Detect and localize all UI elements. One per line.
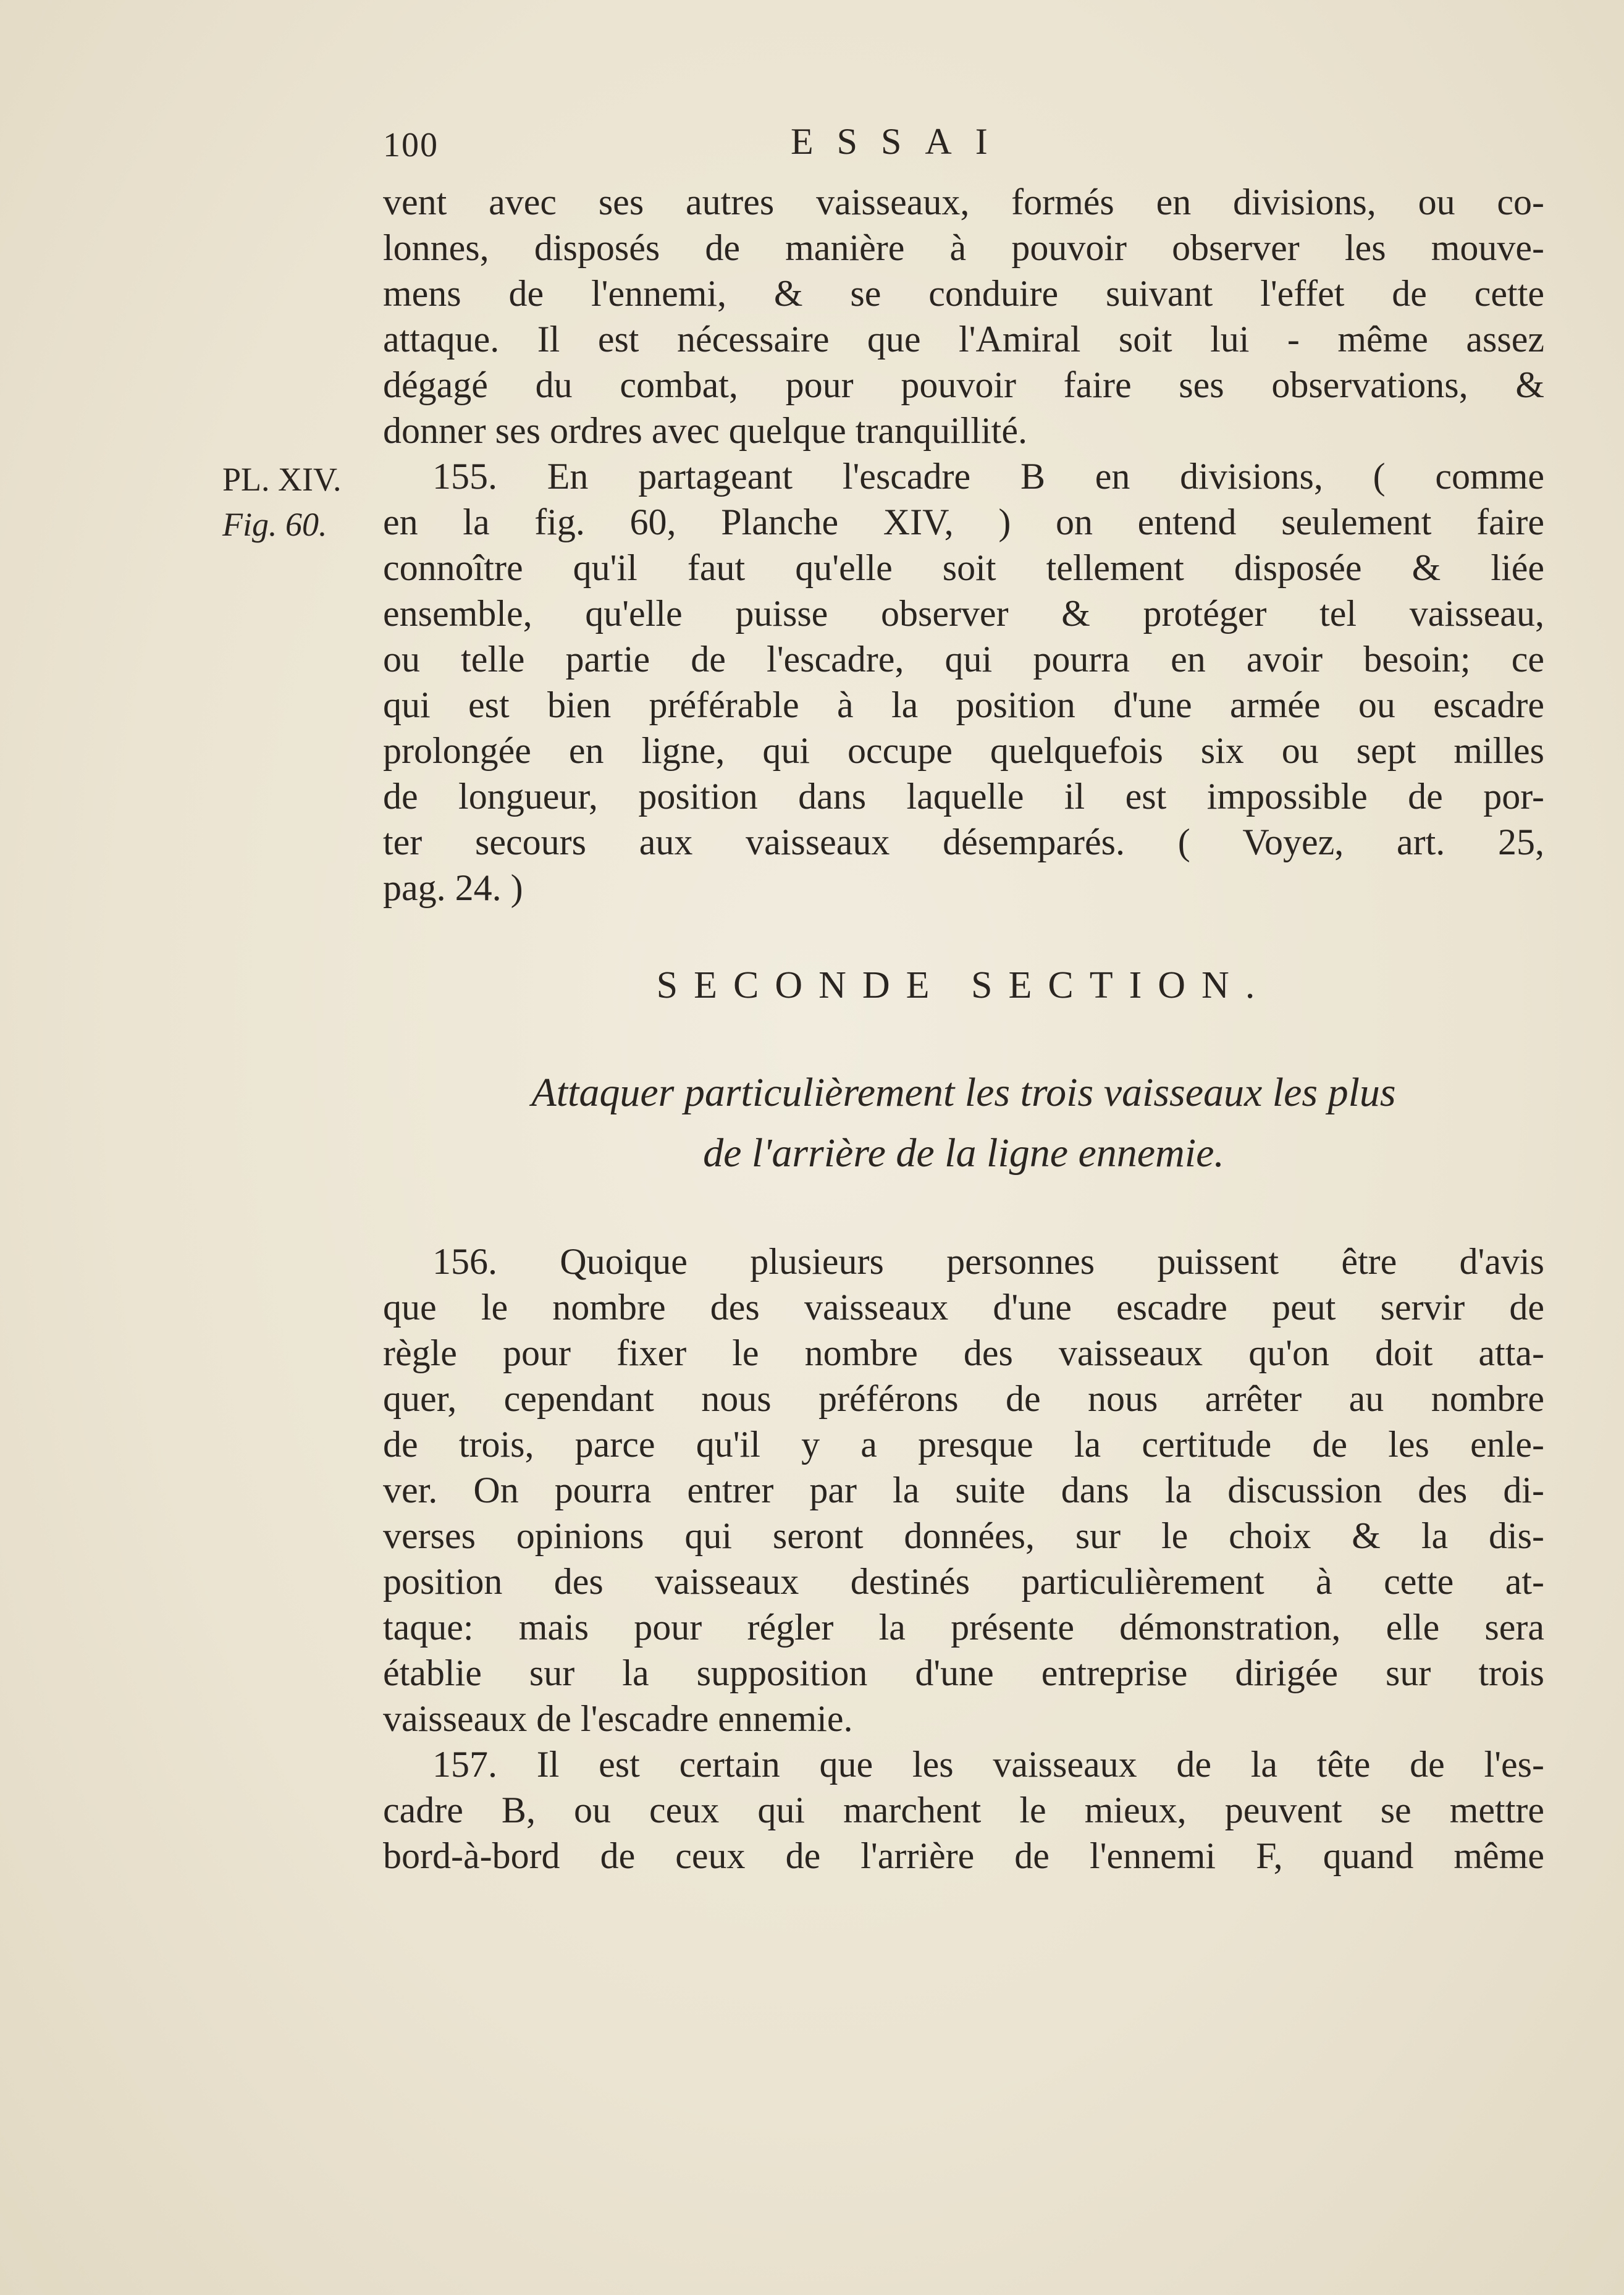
text-line: cadre B, ou ceux qui marchent le mieux, peuvent se mettre bbox=[383, 1790, 1544, 1830]
text-line: bord-à-bord de ceux de l'arrière de l'ennemi F, quand même bbox=[383, 1835, 1544, 1876]
text-line: 157. Il est certain que les vaisseaux de la tête de l'es- bbox=[432, 1744, 1544, 1785]
margin-note-plate: PL. XIV. bbox=[222, 461, 342, 498]
text-line: position des vaisseaux destinés particulièrement à cette at- bbox=[383, 1561, 1544, 1602]
text-line: donner ses ordres avec quelque tranquillité. bbox=[383, 410, 1027, 451]
text-line: mens de l'ennemi, & se conduire suivant l'effet de cette bbox=[383, 273, 1544, 314]
paragraph-block-1 bbox=[383, 179, 1544, 911]
text-line: dégagé du combat, pour pouvoir faire ses observations, & bbox=[383, 364, 1544, 405]
text-line: ter secours aux vaisseaux désemparés. ( Voyez, art. 25, bbox=[383, 822, 1544, 862]
text-line: 155. En partageant l'escadre B en divisions, ( comme bbox=[432, 456, 1544, 497]
page-header bbox=[383, 120, 1544, 170]
text-line: que le nombre des vaisseaux d'une escadre peut servir de bbox=[383, 1287, 1544, 1328]
text-line: vaisseaux de l'escadre ennemie. bbox=[383, 1698, 853, 1739]
text-line: taque: mais pour régler la présente démonstration, elle sera bbox=[383, 1607, 1544, 1648]
subheading-line: de l'arrière de la ligne ennemie. bbox=[703, 1131, 1224, 1176]
text-line: de longueur, position dans laquelle il est impossible de por- bbox=[383, 776, 1544, 817]
text-line: vent avec ses autres vaisseaux, formés en divisions, ou co- bbox=[383, 182, 1544, 222]
text-line: en la fig. 60, Planche XIV, ) on entend seulement faire bbox=[383, 502, 1544, 542]
page-number: 100 bbox=[383, 126, 439, 164]
text-line: établie sur la supposition d'une entreprise dirigée sur trois bbox=[383, 1653, 1544, 1693]
text-line: quer, cependant nous préférons de nous arrêter au nombre bbox=[383, 1378, 1544, 1419]
text-line: ou telle partie de l'escadre, qui pourra en avoir besoin; ce bbox=[383, 639, 1544, 680]
text-line: attaque. Il est nécessaire que l'Amiral soit lui - même assez bbox=[383, 319, 1544, 360]
text-line: de trois, parce qu'il y a presque la certitude de les enle- bbox=[383, 1424, 1544, 1465]
text-line: lonnes, disposés de manière à pouvoir observer les mouve- bbox=[383, 227, 1544, 268]
margin-note-figure: Fig. 60. bbox=[222, 506, 327, 543]
text-line: règle pour fixer le nombre des vaisseaux qu'on doit atta- bbox=[383, 1333, 1544, 1373]
text-line: verses opinions qui seront données, sur le choix & la dis- bbox=[383, 1515, 1544, 1556]
text-line: pag. 24. ) bbox=[383, 867, 523, 908]
section-subheading bbox=[383, 1063, 1544, 1184]
text-line: prolongée en ligne, qui occupe quelquefois six ou sept milles bbox=[383, 730, 1544, 771]
text-line: 156. Quoique plusieurs personnes puissent être d'avis bbox=[432, 1241, 1544, 1282]
text-line: ensemble, qu'elle puisse observer & protéger tel vaisseau, bbox=[383, 593, 1544, 634]
section-title: SECONDE SECTION. bbox=[656, 964, 1271, 1006]
text-line: ver. On pourra entrer par la suite dans la discussion des di- bbox=[383, 1470, 1544, 1510]
running-title: ESSAI bbox=[791, 121, 1011, 162]
text-line: connoître qu'il faut qu'elle soit tellement disposée & liée bbox=[383, 547, 1544, 588]
paragraph-block-2 bbox=[383, 1239, 1544, 1879]
subheading-line: Attaquer particulièrement les trois vaisseaux les plus bbox=[531, 1070, 1396, 1115]
text-line: qui est bien préférable à la position d'une armée ou escadre bbox=[383, 684, 1544, 725]
